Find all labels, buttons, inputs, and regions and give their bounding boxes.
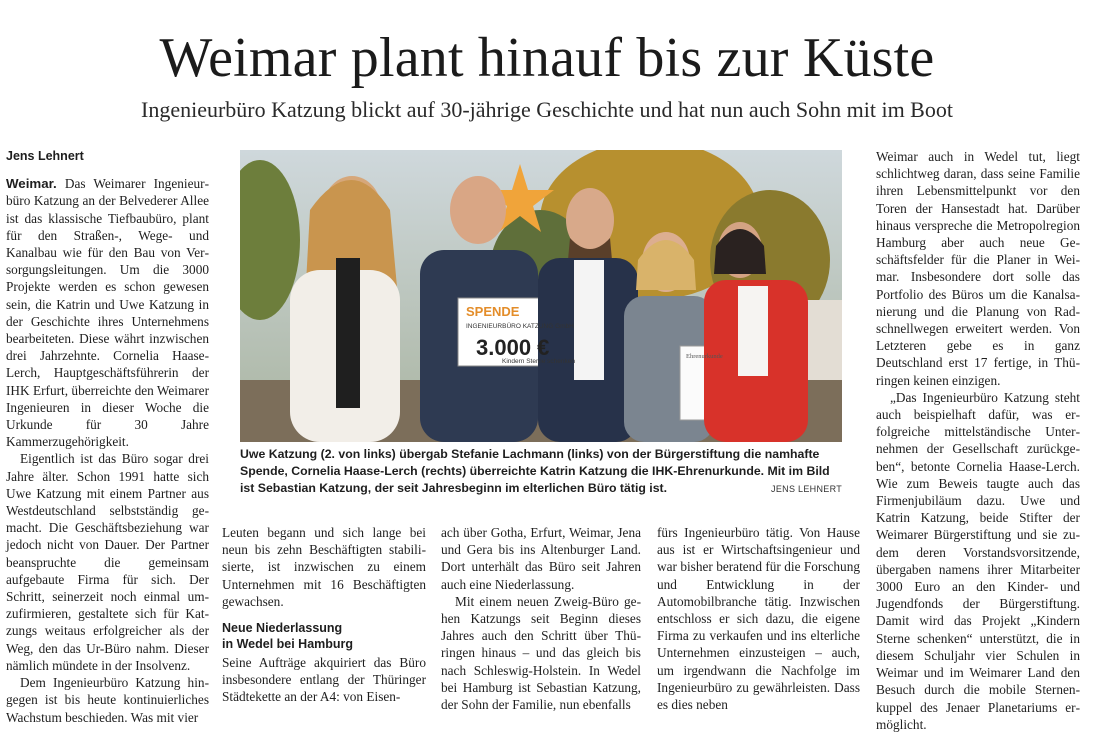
article-column-4: [657, 524, 860, 713]
article-column-3: [441, 524, 641, 713]
article-photo: [240, 150, 842, 442]
check-amount: 3.000 €: [476, 335, 550, 360]
photo-illustration: [240, 150, 842, 442]
headline: Weimar plant hinauf bis zur Küste: [159, 27, 935, 89]
photo-caption: [240, 446, 842, 498]
article-column-2: [222, 524, 426, 706]
paragraph: Mit einem neuen Zweig-Büro gehen Katzungs seit Beginn dieses Jahres auch den Schritt über Thüringen hinaus – und das gleich bis nach Schleswig-Holstein. In Wedel bei Hamburg ist Sebastian Katzung, der Sohn der Familie, nun ebenfalls: [441, 593, 641, 713]
certificate-title: Ehrenurkunde: [686, 353, 723, 360]
paragraph: fürs Ingenieurbüro tätig. Von Hause aus ist er Wirtschaftsingenieur und war bisher beratend für die Forschung und Entwicklung in der Automobilbranche tätig. Inzwischen entschloss er sich dazu, die eigene Firma zu verkaufen und ins elterliche Unternehmen einzusteigen – auch, um irgendwann die Nachfolge im Ingenieurbüro zu gewährleisten. Dass es dies neben: [657, 525, 860, 713]
paragraph: Leuten begann und sich lange bei neun bis zehn Beschäftigten stabilisierte, ist inzwischen zu einem Unternehmen mit 16 Beschäftigten gewachsen.: [222, 525, 426, 609]
subheading-line: in Wedel bei Hamburg: [222, 637, 354, 652]
paragraph: [6, 175, 209, 450]
caption-text: Uwe Katzung (2. von links) übergab Stefanie Lachmann (links) von der Bürgerstiftung die namhafte Spende, Cornelia Haase-Lerch (rechts) überreichte Katrin Katzung die IHK-Ehrenurkunde. Mit im Bild ist Sebastian Katzung, der seit Jahresbeginn im elterlichen Büro tätig ist.: [240, 447, 830, 495]
paragraph: Dem Ingenieurbüro Katzung hingegen ist bis heute kontinuierliches Wachstum beschieden. Was mit vier: [6, 675, 209, 725]
paragraph: Seine Aufträge akquiriert das Büro insbesondere entlang der Thüringer Städtekette an der A4: von Eisen-: [222, 655, 426, 705]
check-purpose: Kindern Sterne schenken: [502, 358, 575, 365]
paragraph: ach über Gotha, Erfurt, Weimar, Jena und Gera bis ins Altenburger Land. Dort unterhält das Büro seit Jahren auch eine Niederlassung.: [441, 525, 641, 592]
paragraph-text: Das Weimarer Ingenieurbüro Katzung an der Belvederer Allee ist das klassische Tiefbaubüro, plant für den Straßen-, Wege- und Kanalbau wie für den Bau von Versorgungsleitungen. Um die 3000 Projekte werden es schon gewesen sein, die Katrin und Uwe Katzung in der Geschichte ihres Unternehmens bearbeiteten. Diese währt inzwischen drei Jahrzehnte. Cornelia Haase-Lerch, Hauptgeschäftsführerin der IHK Erfurt, überreichte den Weimarer Ingenieuren in dieser Woche die Urkunde für 30 Jahre Kammerzugehörigkeit.: [6, 176, 209, 450]
author-byline: Jens Lehnert: [6, 149, 84, 163]
photo-credit: JENS LEHNERT: [771, 484, 842, 494]
check-label: SPENDE: [466, 304, 520, 319]
subheadline: Ingenieurbüro Katzung blickt auf 30-jährige Geschichte und hat nun auch Sohn mit im Boot: [141, 97, 953, 122]
article-column-5: [876, 148, 1080, 733]
dateline: Weimar.: [6, 176, 57, 192]
paragraph: Weimar auch in Wedel tut, liegt schlichtweg daran, dass seine Familie ihren Lebensmittelpunkt vor den Toren der Hansestadt hat. Darüber hinaus verspreche die Metropolregion Hamburg aber auch neue Geschäftsfelder für die Planer in Weimar. Insbesondere dort solle das Portfolio des Büros um die Kanalsanierung und die Planung von Radschnellwegen erweitert werden. Von Letzteren gebe es in ganz Deutschland erst 17 fertige, in Thüringen keinen einzigen.: [876, 149, 1080, 388]
section-subheading: [222, 620, 426, 652]
check-company: INGENIEURBÜRO KATZUNG GmbH: [466, 323, 574, 330]
article-column-1: [6, 148, 209, 726]
subheading-line: Neue Niederlassung: [222, 621, 343, 636]
paragraph: Eigentlich ist das Büro sogar drei Jahre älter. Schon 1991 hatte sich Uwe Katzung mit einem Partner aus Westdeutschland selbstständig gemacht. Die Geschäftsbeziehung war jedoch nicht von Dauer. Der Partner beanspruchte die gemeinsam aufgebaute Firma für sich. Der Schritt, seinerzeit noch einmal umzufirmieren, gestaltete sich für Katzungs weitaus erfolgreicher als der Weg, den das Ur-Büro nahm. Dieser nämlich mündete in der Insolvenz.: [6, 451, 209, 673]
paragraph: „Das Ingenieurbüro Katzung steht auch beispielhaft dafür, was erfolgreiche mittelständische Unternehmen der Gesellschaft zurückgeben“, betonte Cornelia Haase-Lerch. Wie zum Beweis taugte auch das Firmenjubiläum dazu. Uwe und Katrin Katzung, beide Stifter der Weimarer Bürgerstiftung und sie zudem deren Vorstandsvorsitzende, übergaben namens ihrer Mitarbeiter 3000 Euro an den Kinder- und Jugendfonds der Bürgerstiftung. Damit wird das Projekt „Kindern Sterne schenken“ unterstützt, die in diesem Schuljahr vier Schulen in Weimar und im Weimarer Land den Besuch durch die mobile Sternenkuppel des Jenaer Planetariums ermöglicht.: [876, 389, 1080, 732]
